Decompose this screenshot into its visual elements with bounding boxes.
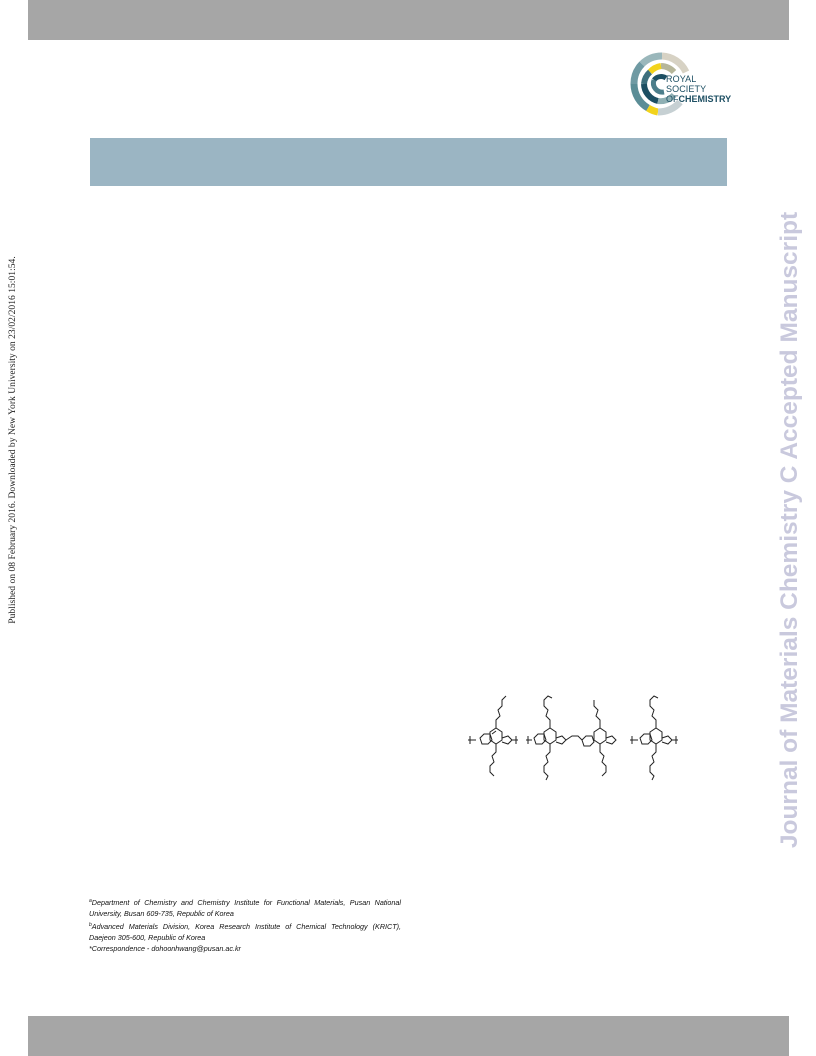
logo-text-line1: ROYAL SOCIETY xyxy=(666,74,707,94)
affiliation-mark: b xyxy=(89,921,92,928)
repeat-unit-3 xyxy=(630,696,678,780)
repeat-unit-1 xyxy=(468,696,518,776)
header-bar xyxy=(28,0,789,40)
rsc-logo xyxy=(628,50,730,118)
footer-bar xyxy=(28,1016,789,1056)
logo-text-of: OF xyxy=(666,94,679,104)
correspondence xyxy=(89,943,401,954)
correspondence-email: *Correspondence - dohoonhwang@pusan.ac.kr xyxy=(89,944,241,954)
affiliation-text: Department of Chemistry and Chemistry Institute for Functional Materials, Pusan National University, Busan 609-735, Republic of Korea xyxy=(89,898,401,919)
logo-text-chemistry: CHEMISTRY xyxy=(678,94,732,104)
affiliation-text: Advanced Materials Division, Korea Research Institute of Chemical Technology (KRICT), Daejeon 305-600, Republic of Korea xyxy=(89,921,401,942)
logo-text-line2 xyxy=(666,94,731,104)
polymer-structure-figure xyxy=(462,692,684,788)
affiliation-b xyxy=(89,920,401,944)
affiliation-mark: a xyxy=(89,898,92,904)
title-band xyxy=(90,138,727,186)
repeat-unit-2 xyxy=(526,696,616,780)
affiliation-a xyxy=(89,896,401,920)
journal-watermark: Journal of Materials Chemistry C Accepted Manuscript xyxy=(776,211,803,849)
publication-notice: Published on 08 February 2016. Downloaded by New York University on 23/02/2016 15:01:54. xyxy=(7,256,18,624)
affiliations xyxy=(89,896,401,954)
